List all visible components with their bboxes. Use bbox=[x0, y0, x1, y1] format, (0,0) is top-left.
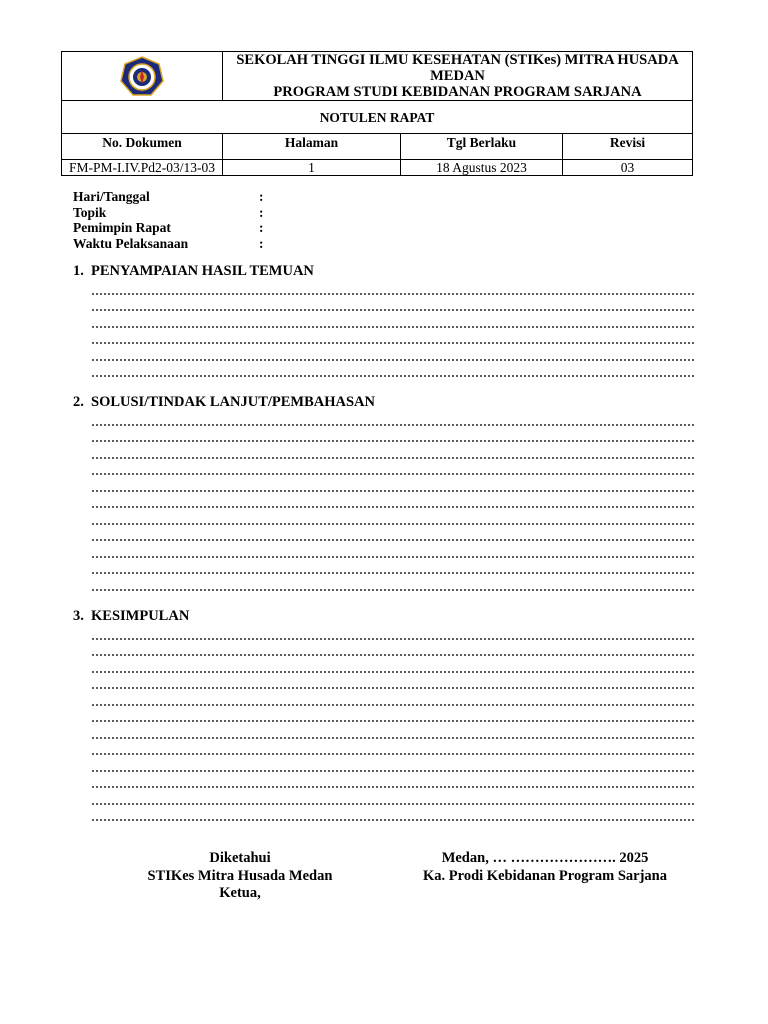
info-colon: : bbox=[259, 220, 264, 236]
section-title-temuan bbox=[73, 263, 314, 280]
dotted-line bbox=[91, 791, 694, 808]
info-row-pemimpin-rapat bbox=[73, 220, 264, 236]
info-label: Waktu Pelaksanaan bbox=[73, 235, 189, 251]
section-number: 3. bbox=[73, 608, 84, 624]
signature-acknowledged: Diketahui bbox=[209, 850, 271, 866]
section-heading: KESIMPULAN bbox=[91, 608, 190, 624]
info-row-hari-tanggal bbox=[73, 189, 264, 205]
info-colon: : bbox=[259, 235, 264, 251]
signature-left bbox=[130, 850, 350, 903]
dotted-line bbox=[91, 528, 694, 545]
institution-name: SEKOLAH TINGGI ILMU KESEHATAN (STIKes) MITRA HUSADA MEDAN bbox=[236, 52, 679, 84]
dotted-line bbox=[91, 544, 694, 561]
signature-place-date: Medan, … …………………. 2025 bbox=[441, 850, 649, 866]
section-title-kesimpulan bbox=[73, 608, 189, 625]
dotted-line bbox=[91, 347, 694, 364]
column-header-tgl-berlaku: Tgl Berlaku bbox=[401, 134, 563, 160]
dotted-line bbox=[91, 561, 694, 578]
value-no-dokumen: FM-PM-I.IV.Pd2-03/13-03 bbox=[62, 160, 223, 176]
institution-name-cell bbox=[223, 52, 693, 101]
dotted-line bbox=[91, 709, 694, 726]
dotted-line bbox=[91, 445, 694, 462]
value-tgl-berlaku: 18 Agustus 2023 bbox=[401, 160, 563, 176]
dotted-line bbox=[91, 742, 694, 759]
meeting-info bbox=[73, 189, 264, 251]
program-name: PROGRAM STUDI KEBIDANAN PROGRAM SARJANA bbox=[273, 84, 642, 100]
dotted-line bbox=[91, 626, 694, 643]
dotted-line bbox=[91, 429, 694, 446]
column-header-revisi: Revisi bbox=[563, 134, 693, 160]
dotted-line bbox=[91, 462, 694, 479]
form-title: NOTULEN RAPAT bbox=[62, 101, 693, 134]
section-lines bbox=[91, 412, 694, 594]
svg-text:·····: ····· bbox=[139, 89, 145, 94]
signature-right bbox=[400, 850, 690, 885]
value-revisi: 03 bbox=[563, 160, 693, 176]
institution-logo bbox=[110, 54, 174, 98]
info-row-waktu-pelaksanaan bbox=[73, 236, 264, 252]
info-row-topik bbox=[73, 205, 264, 221]
info-label: Pemimpin Rapat bbox=[73, 220, 171, 236]
dotted-line bbox=[91, 775, 694, 792]
dotted-line bbox=[91, 511, 694, 528]
info-label: Hari/Tanggal bbox=[73, 189, 150, 204]
column-header-no-dokumen: No. Dokumen bbox=[62, 134, 223, 160]
dotted-line bbox=[91, 758, 694, 775]
signature-program-head: Ka. Prodi Kebidanan Program Sarjana bbox=[423, 867, 667, 884]
dotted-line bbox=[91, 676, 694, 693]
dotted-line bbox=[91, 643, 694, 660]
dotted-line bbox=[91, 659, 694, 676]
dotted-line bbox=[91, 298, 694, 315]
dotted-line bbox=[91, 281, 694, 298]
section-heading: PENYAMPAIAN HASIL TEMUAN bbox=[91, 263, 314, 279]
dotted-line bbox=[91, 331, 694, 348]
dotted-line bbox=[91, 577, 694, 594]
dotted-line bbox=[91, 314, 694, 331]
value-halaman: 1 bbox=[223, 160, 401, 176]
dotted-line bbox=[91, 478, 694, 495]
section-number: 2. bbox=[73, 394, 84, 410]
dotted-line bbox=[91, 808, 694, 825]
dotted-line bbox=[91, 495, 694, 512]
info-colon: : bbox=[259, 204, 264, 220]
section-lines bbox=[91, 281, 694, 380]
info-colon: : bbox=[259, 189, 264, 204]
dotted-line bbox=[91, 412, 694, 429]
dotted-line bbox=[91, 364, 694, 381]
signature-institution: STIKes Mitra Husada Medan bbox=[147, 867, 333, 884]
section-title-solusi bbox=[73, 394, 375, 411]
dotted-line bbox=[91, 725, 694, 742]
dotted-line bbox=[91, 692, 694, 709]
logo-cell bbox=[62, 52, 223, 101]
section-number: 1. bbox=[73, 263, 84, 279]
column-header-halaman: Halaman bbox=[223, 134, 401, 160]
signature-chair: Ketua, bbox=[219, 885, 261, 901]
section-lines bbox=[91, 626, 694, 824]
info-label: Topik bbox=[73, 204, 107, 220]
document-header-table bbox=[61, 51, 693, 176]
section-heading: SOLUSI/TINDAK LANJUT/PEMBAHASAN bbox=[91, 394, 376, 410]
